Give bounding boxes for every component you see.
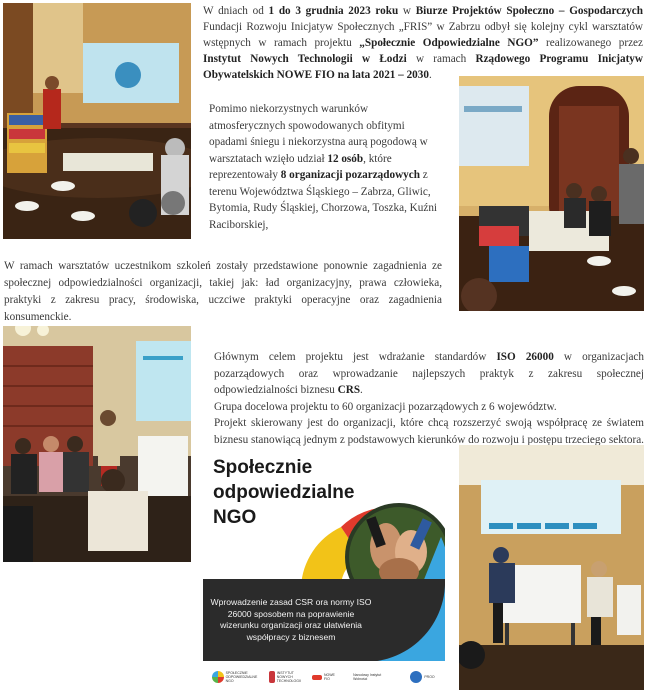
- poster-caption: Wprowadzenie zasad CSR ora normy ISO 26000 sposobem na poprawienie wizerunku organizacji oraz ułatwienia współpracy z biznesem: [210, 597, 372, 642]
- intro-text: .: [428, 69, 432, 81]
- participant-count: 12 osób: [327, 152, 364, 165]
- logo-ngo: SPOŁECZNIE ODPOWIEDZIALNE NGO: [212, 671, 252, 683]
- intro-text: w ramach: [406, 53, 476, 65]
- project-poster: [203, 447, 445, 693]
- topics-text: W ramach warsztatów uczestnikom szkoleń zostały przedstawione ponownie zagadnienia ze społecznej odpowiedzialności organizacji, takiej jak: ład organizacyjny, prawa człowieka, praktyki z zakresu pracy, środowiska, uczciwe praktyki operacyjne oraz zagadnienia konsumenckie.: [4, 260, 442, 323]
- target-group-line: Grupa docelowa projektu to 60 organizacji pozarządowych z 6 województw.: [214, 400, 557, 413]
- intro-text: W dniach od: [203, 5, 269, 17]
- program-name: Rządowego Programu Inicjatyw Obywatelskich NOWE FIO na lata 2021 – 2030: [203, 53, 643, 81]
- intro-text: Fundacji Rozwoju Inicjatyw Społecznych „FRIS” w Zabrzu odbył się kolejny cykl warsztatów wstępnych w ramach projektu: [203, 21, 643, 49]
- intro-text: w: [398, 5, 416, 17]
- topics-paragraph: [4, 258, 442, 326]
- participants-paragraph: [209, 101, 441, 233]
- goals-text: Głównym celem projektu jest wdrażanie standardów: [214, 351, 497, 363]
- organizer-name: Instytut Nowych Technologii w Łodzi: [203, 53, 407, 65]
- workshop-photo-presenter-projector: [3, 3, 191, 239]
- poster-title: Społecznie odpowiedzialne NGO: [213, 457, 355, 528]
- iso-standard: ISO 26000: [496, 351, 554, 363]
- logo-int: INSTYTUT NOWYCH TECHNOLOGII: [269, 671, 295, 683]
- goals-paragraph: [214, 349, 644, 448]
- event-dates: 1 do 3 grudnia 2023 roku: [268, 5, 399, 17]
- logo-niw: Narodowy Instytut Wolności: [353, 673, 382, 681]
- goals-text: .: [360, 384, 363, 396]
- intro-paragraph: [203, 3, 643, 83]
- workshop-photo-screen-flipchart: [459, 445, 644, 690]
- workshop-photo-table-participants: [459, 76, 644, 311]
- participants-text: z terenu Województwa Śląskiego – Zabrza, Gliwic, Bytomia, Rudy Śląskiej, Chorzowa, Toszka, Kuźni Raciborskiej,: [209, 169, 438, 231]
- project-name: „Społecznie Odpowiedzialne NGO”: [359, 37, 539, 49]
- participants-text: , które reprezentowały: [209, 152, 392, 181]
- intro-text: realizowanego przez: [538, 37, 643, 49]
- goals-line-1: [214, 349, 644, 399]
- poster-footer-logos: [203, 661, 445, 693]
- goals-text: w organizacjach pozarządowych oraz wprowadzanie najlepszych praktyk z zakresu społecznej odpowiedzialności biznesu: [214, 351, 644, 396]
- participants-text: Pomimo niekorzystnych warunków atmosferycznych spowodowanych obfitymi opadami śniegu i niekorzystna aurą pogodową w warsztatach wzięło udział: [209, 103, 428, 165]
- logo-fio: NOWE FIO: [312, 673, 336, 681]
- workshop-photo-presenter-pointing: [3, 326, 191, 562]
- csr-term: CRS: [337, 384, 361, 396]
- organization-count: 8 organizacji pozarządowych: [280, 169, 420, 181]
- project-scope-line: Projekt skierowany jest do organizacji, które chcą rozszerzyć swoją współpracę ze światem biznesu stanowiącą jednym z podstawowych kierunków do rozwoju i postępu trzeciego sektora.: [214, 417, 644, 446]
- venue-name: Biurze Projektów Społeczno – Gospodarczych: [415, 5, 643, 17]
- logo-proo: PROO: [410, 671, 436, 683]
